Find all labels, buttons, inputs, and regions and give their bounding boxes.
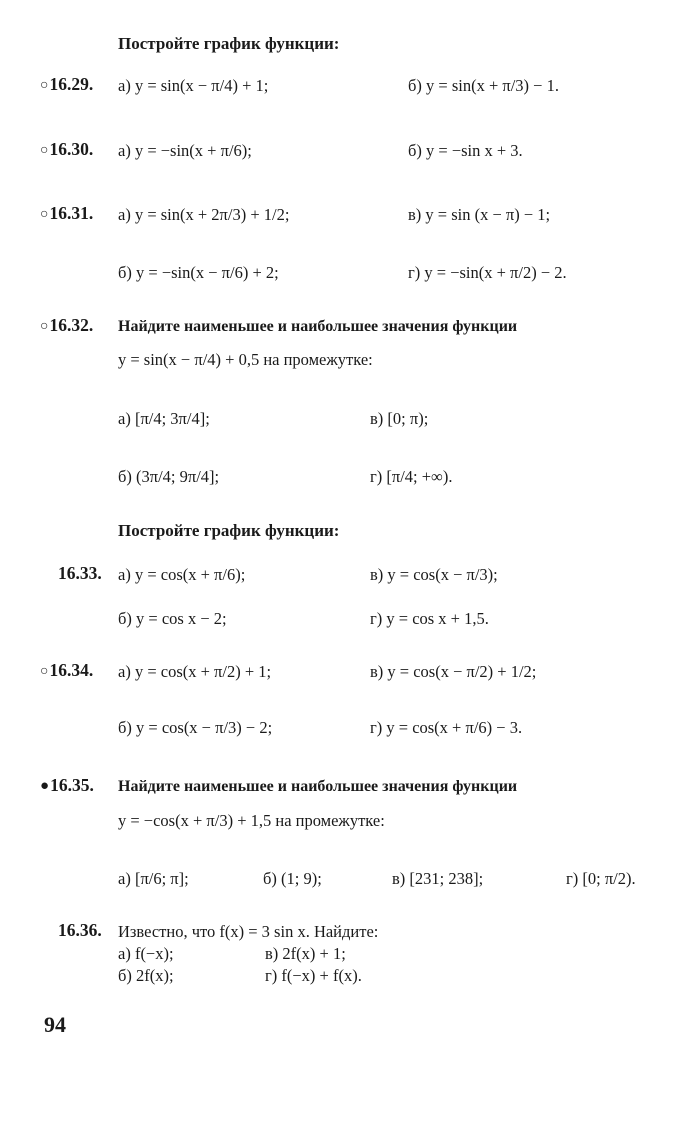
optional-circle-icon: ○ bbox=[40, 143, 49, 158]
optional-circle-icon: ○ bbox=[40, 319, 49, 334]
problem-16-36-part-a: а) f(−x); bbox=[118, 944, 174, 963]
problem-16-32-part-a: а) [π/4; 3π/4]; bbox=[118, 409, 210, 428]
problem-16-36-part-b: б) 2f(x); bbox=[118, 966, 174, 985]
problem-16-34-part-b: б) y = cos(x − π/3) − 2; bbox=[118, 718, 273, 737]
problem-16-31-part-v: в) y = sin (x − π) − 1; bbox=[408, 205, 551, 224]
problem-16-31-part-a: а) y = sin(x + 2π/3) + 1/2; bbox=[118, 205, 290, 224]
problem-16-32-part-b: б) (3π/4; 9π/4]; bbox=[118, 467, 220, 486]
problem-16-33-part-b: б) y = cos x − 2; bbox=[118, 609, 227, 628]
problem-16-33-part-g: г) y = cos x + 1,5. bbox=[370, 609, 489, 628]
problem-16-32-task-line-2: y = sin(x − π/4) + 0,5 на промежутке: bbox=[118, 350, 373, 369]
optional-circle-icon: ○ bbox=[40, 207, 49, 222]
problem-16-35-part-a: а) [π/6; π]; bbox=[118, 869, 189, 888]
section-heading-1: Постройте график функции: bbox=[118, 34, 340, 53]
problem-16-33-part-a: а) y = cos(x + π/6); bbox=[118, 565, 246, 584]
optional-circle-icon: ○ bbox=[40, 664, 49, 679]
problem-16-35-task-line-2: y = −cos(x + π/3) + 1,5 на промежутке: bbox=[118, 811, 385, 830]
problem-number-16-33: 16.33. bbox=[58, 563, 102, 583]
page-number: 94 bbox=[44, 1012, 66, 1037]
problem-number-16-31: ○16.31. bbox=[40, 203, 94, 223]
difficult-dot-icon: ● bbox=[40, 778, 50, 794]
problem-16-30-part-b: б) y = −sin x + 3. bbox=[408, 141, 523, 160]
problem-number-16-30: ○16.30. bbox=[40, 139, 94, 159]
section-heading-2: Постройте график функции: bbox=[118, 521, 340, 540]
problem-16-30-part-a: а) y = −sin(x + π/6); bbox=[118, 141, 252, 160]
optional-circle-icon: ○ bbox=[40, 78, 49, 93]
problem-16-35-task-line-1: Найдите наименьшее и наибольшее значения функции bbox=[118, 778, 518, 795]
problem-16-33-part-v: в) y = cos(x − π/3); bbox=[370, 565, 498, 584]
problem-number-16-36: 16.36. bbox=[58, 920, 102, 940]
problem-16-36-task: Известно, что f(x) = 3 sin x. Найдите: bbox=[118, 922, 379, 941]
problem-16-35-part-g: г) [0; π/2). bbox=[566, 869, 636, 888]
problem-number-16-34: ○16.34. bbox=[40, 660, 94, 680]
problem-16-29-part-b: б) y = sin(x + π/3) − 1. bbox=[408, 76, 559, 95]
problem-16-36-part-v: в) 2f(x) + 1; bbox=[265, 944, 346, 963]
problem-16-35-part-b: б) (1; 9); bbox=[263, 869, 322, 888]
problem-16-34-part-g: г) y = cos(x + π/6) − 3. bbox=[370, 718, 523, 737]
problem-16-35-part-v: в) [231; 238]; bbox=[392, 869, 484, 888]
problem-16-29-part-a: а) y = sin(x − π/4) + 1; bbox=[118, 76, 269, 95]
problem-16-31-part-g: г) y = −sin(x + π/2) − 2. bbox=[408, 263, 567, 282]
problem-16-34-part-v: в) y = cos(x − π/2) + 1/2; bbox=[370, 662, 537, 681]
problem-16-32-part-v: в) [0; π); bbox=[370, 409, 429, 428]
problem-number-16-32: ○16.32. bbox=[40, 315, 94, 335]
problem-number-16-29: ○16.29. bbox=[40, 74, 94, 94]
problem-16-32-part-g: г) [π/4; +∞). bbox=[370, 467, 453, 486]
problem-16-31-part-b: б) y = −sin(x − π/6) + 2; bbox=[118, 263, 279, 282]
problem-16-34-part-a: а) y = cos(x + π/2) + 1; bbox=[118, 662, 272, 681]
problem-number-16-35: ●16.35. bbox=[40, 775, 94, 795]
problem-16-36-part-g: г) f(−x) + f(x). bbox=[265, 966, 362, 985]
problem-16-32-task-line-1: Найдите наименьшее и наибольшее значения функции bbox=[118, 318, 518, 335]
